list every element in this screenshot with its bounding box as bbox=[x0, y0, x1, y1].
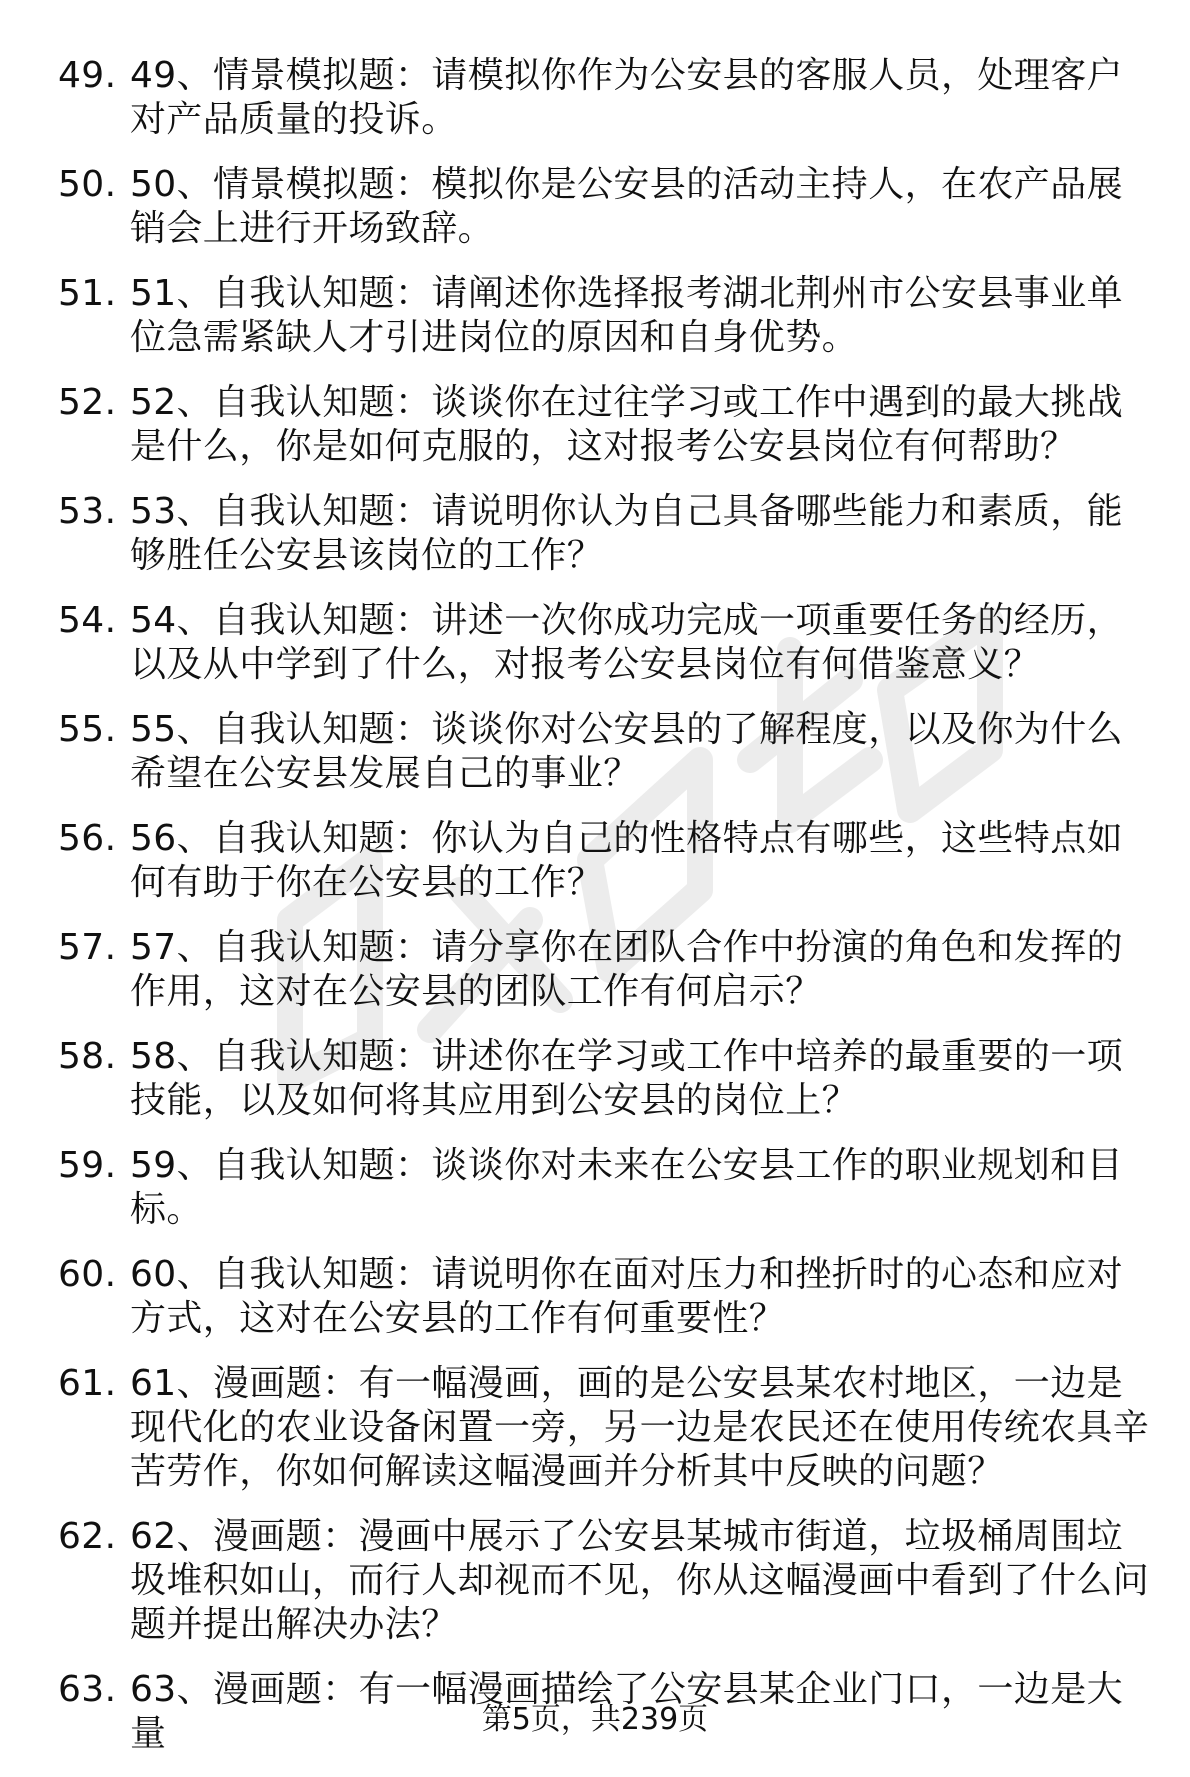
question-number: 50. bbox=[58, 164, 117, 205]
question-number: 54. bbox=[58, 600, 117, 641]
question-number: 62. bbox=[58, 1516, 117, 1557]
question-text: 60、自我认知题：请说明你在面对压力和挫折时的心态和应对方式，这对在公安县的工作有何重要性？ bbox=[130, 1254, 1124, 1339]
question-text: 51、自我认知题：请阐述你选择报考湖北荆州市公安县事业单位急需紧缺人才引进岗位的原因和自身优势。 bbox=[130, 273, 1124, 358]
question-item bbox=[58, 708, 1158, 796]
question-item bbox=[58, 1035, 1158, 1123]
question-item bbox=[58, 1253, 1158, 1341]
question-item bbox=[58, 926, 1158, 1014]
question-number: 52. bbox=[58, 382, 117, 423]
question-text: 49、情景模拟题：请模拟你作为公安县的客服人员，处理客户对产品质量的投诉。 bbox=[130, 55, 1124, 140]
question-number: 51. bbox=[58, 273, 117, 314]
question-item bbox=[58, 1362, 1158, 1494]
question-item bbox=[58, 1515, 1158, 1647]
question-text: 57、自我认知题：请分享你在团队合作中扮演的角色和发挥的作用，这对在公安县的团队工作有何启示？ bbox=[130, 927, 1124, 1012]
question-text: 53、自我认知题：请说明你认为自己具备哪些能力和素质，能够胜任公安县该岗位的工作？ bbox=[130, 491, 1124, 576]
question-number: 53. bbox=[58, 491, 117, 532]
question-number: 58. bbox=[58, 1036, 117, 1077]
question-text: 50、情景模拟题：模拟你是公安县的活动主持人，在农产品展销会上进行开场致辞。 bbox=[130, 164, 1124, 249]
question-text: 63、漫画题：有一幅漫画描绘了公安县某企业门口，一边是大量 bbox=[130, 1669, 1124, 1754]
question-item bbox=[58, 817, 1158, 905]
question-item bbox=[58, 490, 1158, 578]
question-text: 61、漫画题：有一幅漫画，画的是公安县某农村地区，一边是现代化的农业设备闲置一旁，另一边是农民还在使用传统农具辛苦劳作，你如何解读这幅漫画并分析其中反映的问题？ bbox=[130, 1363, 1150, 1492]
question-number: 59. bbox=[58, 1145, 117, 1186]
question-item bbox=[58, 599, 1158, 687]
question-number: 55. bbox=[58, 709, 117, 750]
question-number: 56. bbox=[58, 818, 117, 859]
question-text: 62、漫画题：漫画中展示了公安县某城市街道，垃圾桶周围垃圾堆积如山，而行人却视而不见，你从这幅漫画中看到了什么问题并提出解决办法？ bbox=[130, 1516, 1150, 1645]
question-text: 59、自我认知题：谈谈你对未来在公安县工作的职业规划和目标。 bbox=[130, 1145, 1124, 1230]
question-number: 57. bbox=[58, 927, 117, 968]
question-text: 52、自我认知题：谈谈你在过往学习或工作中遇到的最大挑战是什么，你是如何克服的，这对报考公安县岗位有何帮助？ bbox=[130, 382, 1124, 467]
page-footer: 第5页，共239页 bbox=[481, 1702, 709, 1737]
question-text: 56、自我认知题：你认为自己的性格特点有哪些，这些特点如何有助于你在公安县的工作？ bbox=[130, 818, 1124, 903]
question-item bbox=[58, 381, 1158, 469]
question-text: 58、自我认知题：讲述你在学习或工作中培养的最重要的一项技能，以及如何将其应用到公安县的岗位上？ bbox=[130, 1036, 1124, 1121]
question-number: 60. bbox=[58, 1254, 117, 1295]
question-number: 63. bbox=[58, 1669, 117, 1710]
question-number: 61. bbox=[58, 1363, 117, 1404]
question-item bbox=[58, 1144, 1158, 1232]
question-item bbox=[58, 54, 1158, 142]
question-text: 55、自我认知题：谈谈你对公安县的了解程度，以及你为什么希望在公安县发展自己的事业？ bbox=[130, 709, 1124, 794]
question-number: 49. bbox=[58, 55, 117, 96]
question-text: 54、自我认知题：讲述一次你成功完成一项重要任务的经历，以及从中学到了什么，对报考公安县岗位有何借鉴意义？ bbox=[130, 600, 1124, 685]
question-list bbox=[58, 54, 1158, 1777]
question-item bbox=[58, 163, 1158, 251]
question-item bbox=[58, 272, 1158, 360]
